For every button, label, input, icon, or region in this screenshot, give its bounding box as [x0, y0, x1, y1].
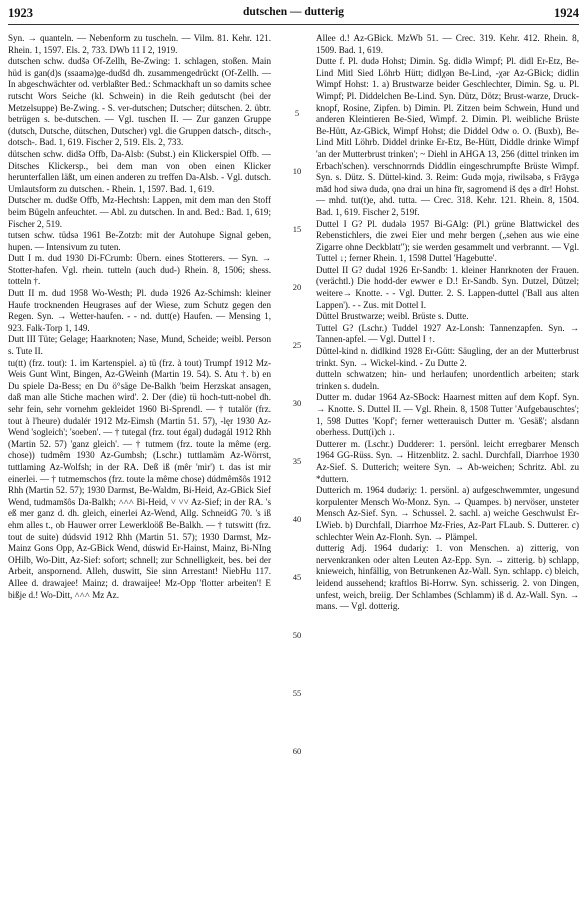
- page-number-right: 1924: [554, 6, 579, 20]
- entry-paragraph: dutterig Adj. 1964 dudəriχ: 1. von Menschen. a) zitterig, von nervenkranken oder alten Leuten Az-Epp. Syn. → zitterig. b) schlapp, knieweich, hinfällig, von Betrunkenen Az-Wall. Syn. schlapp. c) bleich, leidend aussehend; kraftlos Bi-Horrw. Syn. schisserig. 2. von Dingen, unfest, weich, breiig. Der Schlambes (Schlamm) iß d. Az-Wall. Syn. → mans. — Vgl. dotterig.: [316, 543, 579, 612]
- line-number: 25: [292, 340, 302, 350]
- entry-paragraph: Duttel I G? Pl. dudələ 1957 Bi-GAlg: (Pl.) grüne Blattwickel des Rebenstichlers, die zwei Eier und mehr bergen („sehen aus wie eine Zigarre ohne Deckblatt"); sie werden gesammelt und verbrannt. — Vgl. Tuttel ↓; ferner Rhein. 1, 1598 Duttel 'Hagebutte'.: [316, 218, 579, 264]
- entry-paragraph: Allee d.! Az-GBick. MzWb 51. — Crec. 319. Kehr. 412. Rhein. 8, 1509. Bad. 1, 619.: [316, 33, 579, 55]
- line-number: 60: [292, 746, 302, 756]
- entry-paragraph: Dutte f. Pl. dudə Hohst; Dimin. Sg. didlə Wimpf; Pl. didl Er-Etz, Be-Lind Mitl Sied Löhrb Hütt; didlχən Be-Lind, -χər Az-GBick; didlin Wimpf Hohst: 1. a) Brustwarze beider Geschlechter, Dimin. Sg. u. Pl. Wimpf; Pl. Diddelchen Be-Lind. Syn. Dütz, Dötz; Brust-warze, Druck-knopf, Rosine, Zipfen. b) Dimin. Pl. Zitzen beim Schwein, Hund und anderen Kleintieren Be-Sied, Wimpf. 2. Dimin. Pl. weibliche Brüste Be-Hütt, Az-GBick, Wimpf Hohst; die Diddel Odw o. O. (Buxb), Be-Lind Mitl Löhrb. Diddel drinke Er-Etz, Be-Hütt, Diddle drinke Wimpf 'an der Mutterbrust trinken'; ~ Diehl in AHGA 13, 256 (dittel trinken im Erbach'schen). verschnorrnds Diddlin eingeschrumpfte Brüste Wimpf. Syn. s. Dütz. S. Düttel-kind. 3. Reim: Gudə mǫjə, riwilsəbə, s Frāygə mād hod siwə dudə, ǫnə drai un hinə fīr, sagromend iš dęs ə dīr! Hohst. — mhd. tut(t)e, ahd. tutta. — Crec. 318. Kehr. 121. Rhein. 8, 1504. Bad. 1, 619. Fischer 2, 519f.: [316, 56, 579, 217]
- header-rule: [8, 24, 579, 25]
- line-number: 15: [292, 224, 302, 234]
- line-number: 30: [292, 398, 302, 408]
- entry-paragraph: Tuttel G? (Lschr.) Tuddel 1927 Az-Lonsh: Tannenzapfen. Syn. → Tannen-apfel. — Vgl. Duttel I ↑.: [316, 322, 579, 345]
- line-number: 40: [292, 514, 302, 524]
- entry-paragraph: Duttel II G? dudəl 1926 Er-Sandb: 1. kleiner Hanrknoten der Frauen. (verächtl.) Die hodd-der ewwer e D.! Er-Sandb. Syn. Dutzel, Dützel; weitere→ Knotte. - - Vgl. Dutter. 2. S. Lappen-duttel ('Ball aus alten Lappen'). - - Zus. mit Dottel I.: [316, 264, 579, 310]
- page-header: [8, 6, 579, 22]
- entry-paragraph: Dutter m. dudər 1964 Az-SBock: Haarnest mitten auf dem Kopf. Syn. → Knotte. S. Duttel II. — Vgl. Rhein. 8, 1508 Tutter 'Aufgebauschtes'; 1, 598 Duttes 'Kopf'; ferner wetterauisch Dutter m. 'Gesäß'; alsdann oberhess. Dutt(i)ch ↓.: [316, 392, 579, 438]
- entry-paragraph: tutsen schw. tüdsə 1961 Be-Zotzb: mit der Autohupe Signal geben, hupen. — Intensivum zu tuten.: [8, 230, 271, 252]
- entry-paragraph: tu(tt) (frz. tout): 1. im Kartenspiel. a) tü (frz. à tout) Trumpf 1912 Mz-Weis Gunt Wint, Bingen, Az-GWeinh (Martin 19. 54). S. Atu †. b) en Du spiele Da-Bess; en Du ö°säge De-Balkh 'beim Herzskat ansagen, daß man alle Stiche machen wird'. 2. Der (die) tü hoch-tutt-nobel dh. sehr fein, sehr vornehm gekleidet 1960 Bi-Sprendl. — † tutalör (frz. tout à l'heure) dudalér 1912 Mz-Eimsh (Martin 51. 57), -lęr 1930 Az-Wend 'sogleich'; 'soeben'. — † tutegal (frz. tout égal) dudəgál 1912 Rhh (Martin 52. 57) 'ganz gleich'. — † tutmem (frz. toute la même (erg. chose)) tudmêm 1930 Az-Gumbsh; (Lschr.) tuttlamäm Az-Wörrst, tuttlaming Az-Wolfsh; in der RA. Deß iß (mêr 'mir') t. das ist mir einerlei. — † tutmemschos (frz. toute la même chose) dúdmêmšôs 1912 Rhh (Martin 52. 57); 1930 Darmst, Be-Waldm, Bi-Heid, Az-GBick Sief Wend, tudmamšôs Da-Balkh; ˄˄˄ Bi-Heid, ˅ ˅˅ Az-Sief; in der RA. 's eß mer ganz d. dh. gleich, einerlei Az-Wend, Allg. SchneidG 70. 's iß ehm alles t., ob Hauwer orrer Lewerkloöß Be-Balkh. — † tutswitt (frz. tout de suite) dúdsvid 1912 Rhh (Martin 51. 57); 1930 Darmst, Mz-Mainz Gons Opp, Az-GBick Wend, dúswid Er-Hainst, Mainz, Bi-NIng OHilb, Wo-Ditt, Az-Sief: sofort; schnell; zur Schnelligkeit, bes. bei der Arbeit, anspornend. Alleh, duswitt, Sie sinn Arrestant! NiebHu 117. Allee d. drawajee! Mainz; d. drawaijee! Mz-Opp 'flotter arbeiten'! E bißje d.! Wo-Ditt, ˄˄˄ Mz Az.: [8, 357, 271, 600]
- line-number-gutter: [288, 33, 306, 901]
- entry-paragraph: Dutt I m. dud 1930 Di-FCrumb: Übern. eines Stotterers. — Syn. → Stotter-hafen. Vgl. rhein. tutteln (auch dud-) Rhein. 8, 1506; shess. totteln †.: [8, 253, 271, 287]
- entry-paragraph: Dutt III Tüte; Gelage; Haarknoten; Nase, Mund, Scheide; weibl. Person s. Tute II.: [8, 334, 271, 357]
- entry-paragraph: Düttel-kind n. didlkind 1928 Er-Gütt: Säugling, der an der Mutterbrust trinkt. Syn. → Wickel-kind. - Zu Dutte 2.: [316, 346, 579, 368]
- line-number: 10: [292, 166, 302, 176]
- line-number: 35: [292, 456, 302, 466]
- entry-paragraph: Dutscher m. dudšɐ Offb, Mz-Hechtsh: Lappen, mit dem man den Stoff beim Bügeln anfeuchtet. — Abl. zu dutschen. In and. Bed.: Bad. 1, 619; Fischer 2, 519.: [8, 195, 271, 229]
- entry-paragraph: Dutt II m. dud 1958 Wo-Westh; Pl. dudə 1926 Az-Schimsh: kleiner Haufe trocknenden Heugrases auf der Wiese, zum Schutz gegen den Regen. Syn. → Wetter-haufen. - - nd. dutt(e) Haufen. — Mensing 1, 923. Falk-Torp 1, 149.: [8, 288, 271, 333]
- entry-paragraph: dutschen schw. dudšə Of-Zellh, Be-Zwing: 1. schlagen, stoßen. Main hüd is gan(d)s (ssaamə)ge-dudšd dh. zusammengedrückt (Of-Zellh. — In abgeschwächter od. verblaßter Bed.: Schmackhaft un so damits schee rutscht Wors Seiche (kl. Schwein) in die Reih gedutscht (bei der Metzelsuppe) Be-Zwing. - S. ver-dutschen; Dutscher; dütschen. 2. übtr. betrügen s. be-dutschen. — Vgl. tuschen II. — Zur ganzen Gruppe (dutsch, Dutsche, dütschen, Dutscher) vgl. die Gruppen datsch-, ditsch-, dotsch-. Bad. 1, 619. Fischer 2, 519. Els. 2, 733.: [8, 56, 271, 148]
- entry-paragraph: dutteln schwatzen; hin- und herlaufen; unordentlich arbeiten; stark trinken s. dudeln.: [316, 369, 579, 391]
- entry-paragraph: dütschen schw. didšə Offb, Da-Alsb: (Subst.) ein Klickerspiel Offb. — Ditsches Klickersp., bei dem man von oben einen Klicker herunterfallen läßt, um einen anderen zu treffen Da-Alsb. - Vgl. dutsch. Umlautsform zu dutschen. - Rhein. 1, 1597. Bad. 1, 619.: [8, 148, 271, 194]
- line-number: 45: [292, 572, 302, 582]
- line-number: 50: [292, 630, 302, 640]
- line-number: 20: [292, 282, 302, 292]
- page-number-left: 1923: [8, 6, 33, 20]
- entry-paragraph: Syn. → quanteln. — Nebenform zu tuscheln. — Vilm. 81. Kehr. 121. Rhein. 1, 1597. Els. 2, 733. DWb 11 I 2, 1919.: [8, 33, 271, 55]
- entry-paragraph: Düttel Brustwarze; weibl. Brüste s. Dutte.: [316, 311, 469, 322]
- running-title: dutschen — dutterig: [243, 6, 344, 18]
- line-number: 55: [292, 688, 302, 698]
- left-column: [8, 33, 271, 901]
- entry-paragraph: Dutterich m. 1964 dudəriχ: 1. persönl. a) aufgeschwemmter, ungesund korpulenter Mensch Wo-Monz. Syn. → Quampes. b) nervöser, unsteter Mensch Az-Sief. Syn. → Schussel. 2. sachl. a) weiche Geschwulst Er-LWieb. b) Durchfall, Diarrhoe Mz-Fries, Az-Part FLaub. S. Dutterer. c) schlechter Wein Az-Flonh. Syn. → Plämpel.: [316, 485, 579, 542]
- right-column: [316, 33, 579, 901]
- entry-paragraph: Dutterer m. (Lschr.) Dudderer: 1. persönl. leicht erregbarer Mensch 1964 GG-Rüss. Syn. → Hitzenblitz. 2. sachl. Durchfall, Diarrhoe 1930 Az-Sief. S. Dutterich; weitere Syn. → Ab-weichen; Schritz. Abl. zu *duttern.: [316, 438, 579, 484]
- line-number: 5: [294, 108, 300, 118]
